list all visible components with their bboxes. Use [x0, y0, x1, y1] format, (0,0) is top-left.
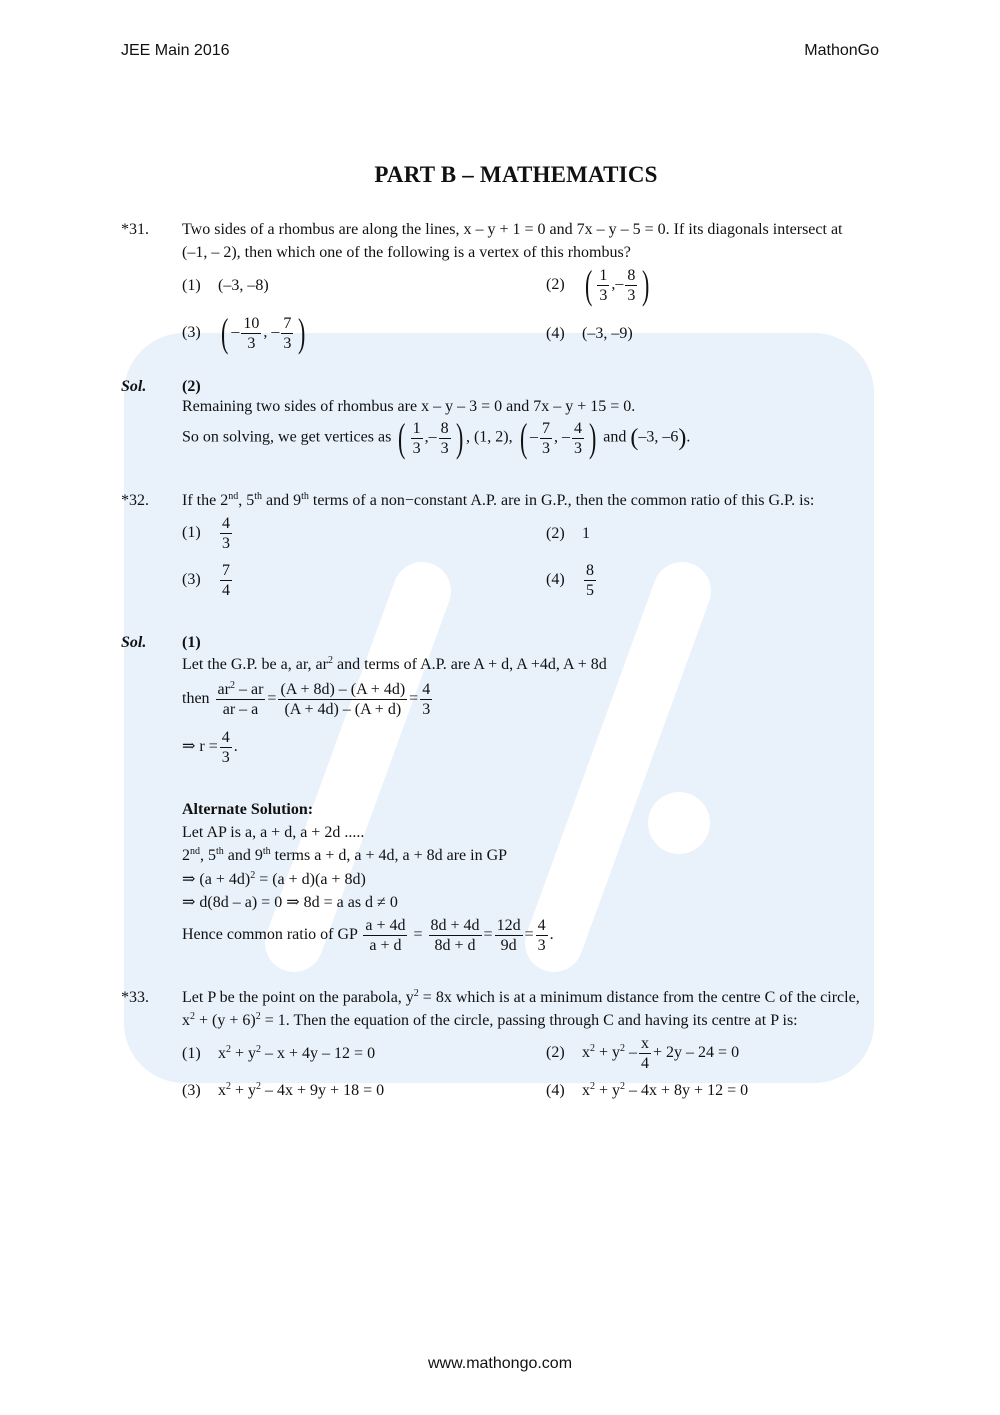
q31-option-3-minus: –	[231, 323, 240, 341]
q32-option-3-frac: $\frac{7}{4}$	[222, 562, 230, 599]
q31-option-1-number: (1)	[182, 277, 201, 294]
question-number-32: *32.	[121, 492, 149, 509]
q31-vertex3-frac1: $\frac{7}{3}$	[541, 419, 550, 457]
q32-alternate-title: Alternate Solution:	[182, 801, 314, 818]
q32-solution-equation: then $\frac{ar^2 - ar}{ar - a}$ = $\frac{(A + 8d) - (A + 4d)}{(A + 4d) - (A + d)}$ = $\frac{4}{3}$	[182, 680, 431, 718]
q33-option-3-number: (3)	[182, 1082, 201, 1099]
q32-r-frac: $\frac{4}{3}$	[221, 729, 230, 766]
q31-solution-line2: So on solving, we get vertices as ( $\frac{1}{3}$ ,– $\frac{8}{3}$ ) , (1, 2), ( – $\frac{7}{3}$ , – $\frac{4}{3}$ ) and (–3, –6).	[182, 415, 691, 460]
q32-then: then	[182, 690, 210, 708]
q31-solution-line1: Remaining two sides of rhombus are x – y – 3 = 0 and 7x – y + 15 = 0.	[182, 398, 636, 415]
q32-option-1-frac: $\frac{4}{3}$	[222, 515, 230, 552]
q31-solution-and: and	[603, 428, 627, 446]
q31-option-3-frac2: $\frac{7}{3}$	[283, 314, 292, 352]
q33-option-2-frac: $\frac{x}{4}$	[641, 1035, 650, 1072]
q31-option-3-frac1: $\frac{10}{3}$	[243, 314, 260, 352]
question-31-text	[182, 220, 911, 263]
q32-option-4	[546, 561, 598, 600]
q33-option-3: (3) $x^2 + y^2 - 4x + 9y + 18 = 0$	[182, 1081, 385, 1099]
q32-r-result: ⇒ r = $\frac{4}{3}$ .	[182, 729, 238, 766]
q32-option-2-number: (2)	[546, 525, 565, 542]
q33-option-2-number: (2)	[546, 1044, 565, 1062]
q31-option-2-frac1: $\frac{1}{3}$	[599, 266, 608, 304]
footer-website-link[interactable]: www.mathongo.com	[427, 1355, 573, 1372]
q32-answer: (1)	[182, 634, 201, 651]
q32-alt-line2: 2nd, 5th and 9th terms a + d, a + 4d, a + 8d are in GP	[182, 846, 508, 864]
q31-option-2-number: (2)	[546, 275, 565, 293]
q31-vertex3-frac2: $\frac{4}{3}$	[573, 419, 582, 457]
q32-alt-line5: Hence common ratio of GP $\frac{a + 4d}{a + d}$ = $\frac{8d + 4d}{8d + d}$ = $\frac{12d}{9d}$ = $\frac{4}{3}$ .	[182, 917, 554, 954]
header-exam-name: JEE Main 2016	[121, 42, 230, 59]
q32-option-1-number: (1)	[182, 524, 201, 542]
q33-option-4-number: (4)	[546, 1082, 565, 1099]
q31-option-1-value: (–3, –8)	[218, 277, 269, 294]
q32-alt-line1: Let AP is a, a + d, a + 2d .....	[182, 824, 365, 841]
question-33-line1: Let P be the point on the parabola, $y^2 = 8x$ which is at a minimum distance from the centre C of the circle,	[182, 988, 860, 1006]
q31-vertex1-sep: ,–	[424, 428, 437, 446]
q31-option-2-frac2: $\frac{8}{3}$	[627, 266, 636, 304]
q31-option-1	[182, 276, 269, 296]
q31-option-4-value: (–3, –9)	[582, 325, 633, 342]
question-number-33: *33.	[121, 989, 149, 1006]
q32-alt-line3: ⇒ $(a + 4d)^2 = (a + d)(a + 8d)$	[182, 870, 366, 888]
q32-alt-frac3: $\frac{12d}{9d}$	[496, 917, 521, 954]
q32-option-4-number: (4)	[546, 571, 565, 589]
q31-option-3-sep: , –	[263, 323, 280, 341]
q31-option-2: (2) ( $\frac{1}{3}$ ,– $\frac{8}{3}$ )	[546, 262, 650, 307]
q32-ratio-frac: $\frac{ar^2 - ar}{ar - a}$	[217, 680, 264, 718]
q31-vertex3-sep: , –	[553, 428, 570, 446]
q31-solution-label: Sol.	[121, 378, 147, 395]
question-32-text: If the 2nd, 5th and 9th terms of a non−constant A.P. are in G.P., then the common ratio of this G.P. is:	[182, 491, 815, 509]
q31-vertex4: –3, –6	[638, 428, 679, 446]
q32-alt-line4: ⇒ d(8d – a) = 0 ⇒ 8d = a as d ≠ 0	[182, 894, 398, 911]
header-brand: MathonGo	[804, 42, 879, 59]
q31-vertex1-frac2: $\frac{8}{3}$	[440, 419, 449, 457]
q32-option-3-number: (3)	[182, 571, 201, 589]
q33-option-2: (2) $x^2 + y^2$ – $\frac{x}{4}$ + 2y – 24 = 0	[546, 1035, 740, 1072]
question-number-31: *31.	[121, 221, 149, 238]
question-31-line2: (–1, – 2), then which one of the following is a vertex of this rhombus?	[182, 244, 631, 261]
q32-result-frac: $\frac{4}{3}$	[422, 681, 431, 718]
question-31-line1: Two sides of a rhombus are along the lines, x – y + 1 = 0 and 7x – y – 5 = 0. If its diagonals intersect at	[182, 221, 843, 238]
page-title: PART B – MATHEMATICS	[374, 162, 658, 187]
q31-vertex2: , (1, 2),	[465, 428, 513, 446]
q31-vertex3-minus: –	[529, 428, 538, 446]
q32-solution-line1: Let the G.P. be a, ar, $ar^2$ and terms of A.P. are A + d, A +4d, A + 8d	[182, 655, 607, 673]
q32-alt-frac2: $\frac{8d + 4d}{8d + d}$	[430, 917, 480, 954]
question-33-text	[182, 988, 911, 1031]
q31-vertex1-frac1: $\frac{1}{3}$	[412, 419, 421, 457]
q32-option-2-value: 1	[582, 525, 590, 542]
q33-option-1-number: (1)	[182, 1045, 201, 1062]
q31-solution-line2-text: So on solving, we get vertices as	[182, 428, 392, 446]
q32-alt-frac1: $\frac{a + 4d}{a + d}$	[365, 917, 406, 954]
question-33-line2: $x^2 + (y + 6)^2 = 1$. Then the equation of the circle, passing through C and having its centre at P is:	[182, 1011, 798, 1029]
q32-ap-frac: $\frac{(A + 8d) - (A + 4d)}{(A + 4d) - (A + d)}$	[280, 681, 406, 718]
q31-option-4-number: (4)	[546, 325, 565, 342]
q32-option-3	[182, 561, 234, 600]
q31-solution-end: .	[686, 428, 691, 446]
q32-alt-frac4: $\frac{4}{3}$	[537, 917, 546, 954]
q32-option-4-frac: $\frac{8}{5}$	[586, 562, 594, 599]
q31-option-2-sep: ,–	[611, 275, 624, 293]
q31-option-4	[546, 324, 633, 344]
q33-option-4: (4) $x^2 + y^2 - 4x + 8y + 12 = 0$	[546, 1081, 749, 1099]
q32-solution-label: Sol.	[121, 634, 147, 651]
q31-option-3-number: (3)	[182, 323, 201, 341]
q31-option-3: (3) ( – $\frac{10}{3}$ , – $\frac{7}{3}$ )	[182, 310, 306, 355]
q32-option-1	[182, 514, 234, 553]
q31-answer: (2)	[182, 378, 201, 395]
q33-option-1: (1) $x^2 + y^2 - x + 4y - 12 = 0$	[182, 1044, 376, 1062]
q32-option-2	[546, 524, 590, 544]
